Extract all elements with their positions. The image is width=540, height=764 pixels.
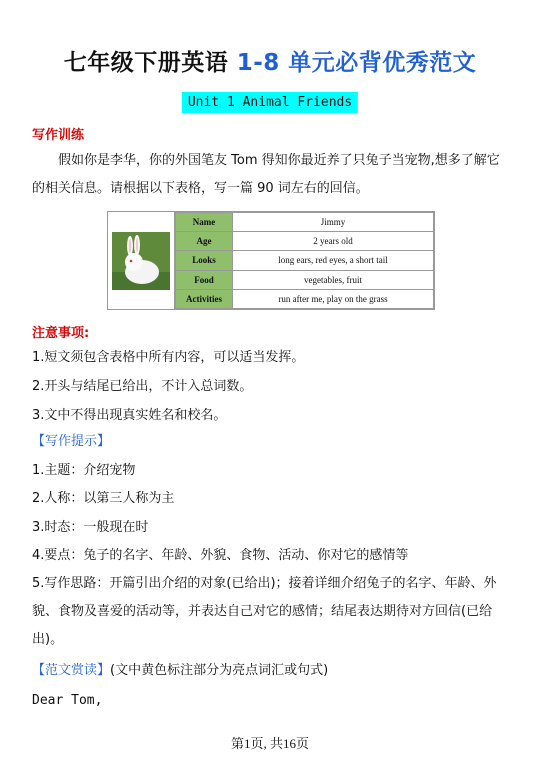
table-row: [176, 213, 434, 232]
unit-label: Unit 1 Animal Friends: [182, 92, 358, 113]
table-value-activities: run after me, play on the grass: [233, 289, 434, 308]
sample-heading-row: [32, 660, 512, 682]
title-main: 七年级下册英语: [63, 50, 237, 76]
sample-greeting: Dear Tom,: [32, 693, 103, 708]
table-key-name: Name: [176, 213, 233, 232]
table-value-age: 2 years old: [233, 232, 434, 251]
notes-heading: 注意事项:: [32, 326, 90, 341]
table-key-looks: Looks: [176, 251, 233, 270]
table-value-name: Jimmy: [233, 213, 434, 232]
notes-item: 1.短文须包含表格中所有内容，可以适当发挥。: [32, 350, 305, 365]
info-table: [107, 211, 435, 310]
page-title: [0, 44, 540, 77]
table-row: [176, 289, 434, 308]
tips-item: 5.写作思路：开篇引出介绍的对象(已给出)；接着详细介绍兔子的名字、年龄、外貌、食物及喜爱的活动等，并表达自己对它的感情；结尾表达期待对方回信(已给出)。: [32, 576, 497, 647]
table-key-food: Food: [176, 270, 233, 289]
writing-heading: 写作训练: [32, 128, 85, 143]
tips-item: 2.人称：以第三人称为主: [32, 491, 175, 506]
table-value-food: vegetables, fruit: [233, 270, 434, 289]
rabbit-image: [108, 212, 175, 309]
tips-item: 1.主题：介绍宠物: [32, 463, 136, 478]
tips-item: 3.时态：一般现在时: [32, 520, 149, 535]
tips-item: 4.要点：兔子的名字、年龄、外貌、食物、活动、你对它的感情等: [32, 548, 409, 563]
table-row: [176, 270, 434, 289]
title-highlight: 1-8 单元必背优秀范文: [236, 50, 477, 76]
table-row: [176, 251, 434, 270]
writing-prompt: 假如你是李华，你的外国笔友 Tom 得知你最近养了只兔子当宠物,想多了解它的相关信息。请根据以下表格，写一篇 90 词左右的回信。: [32, 153, 500, 196]
sample-heading: 【范文赏读】: [32, 663, 111, 678]
table-value-looks: long ears, red eyes, a short tail: [233, 251, 434, 270]
page-footer: 第1页, 共16页: [230, 736, 309, 751]
table-key-age: Age: [176, 232, 233, 251]
sample-note: (文中黄色标注部分为亮点词汇或句式): [110, 663, 329, 678]
rabbit-icon: [112, 232, 170, 290]
notes-item: 2.开头与结尾已给出，不计入总词数。: [32, 379, 253, 394]
table-key-activities: Activities: [176, 289, 233, 308]
table-row: [176, 232, 434, 251]
tips-heading: 【写作提示】: [32, 434, 111, 449]
info-table-grid: [175, 212, 434, 309]
notes-item: 3.文中不得出现真实姓名和校名。: [32, 408, 227, 423]
